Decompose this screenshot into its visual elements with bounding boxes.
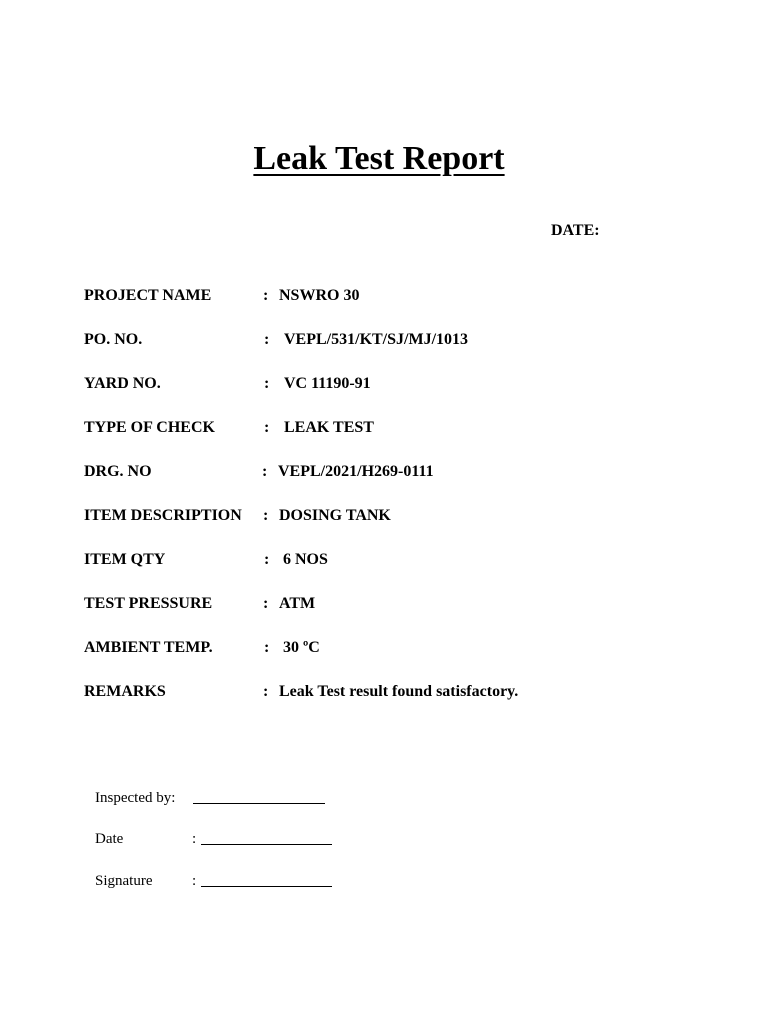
field-label: PROJECT NAME	[84, 287, 212, 304]
signature-line	[201, 844, 332, 845]
field-value: VC 11190-91	[284, 375, 371, 392]
field-colon: :	[264, 551, 270, 568]
field-value: Leak Test result found satisfactory.	[279, 683, 519, 700]
page-title	[0, 137, 758, 181]
field-value: 6 NOS	[283, 551, 328, 568]
field-label: DRG. NO	[84, 463, 152, 480]
signoff-label: Signature	[95, 873, 153, 889]
field-value: LEAK TEST	[284, 419, 374, 436]
field-value: ATM	[279, 595, 316, 612]
field-colon: :	[264, 331, 270, 348]
field-label: ITEM DESCRIPTION	[84, 507, 242, 524]
date-label: DATE:	[551, 222, 600, 239]
field-colon: :	[262, 463, 268, 480]
field-value: VEPL/2021/H269-0111	[278, 463, 434, 480]
field-value: 30 ºC	[283, 639, 320, 656]
field-colon: :	[263, 595, 269, 612]
field-colon: :	[264, 375, 270, 392]
field-colon: :	[264, 639, 270, 656]
field-value: NSWRO 30	[279, 287, 360, 304]
field-colon: :	[264, 419, 270, 436]
field-colon: :	[263, 507, 269, 524]
field-label: TEST PRESSURE	[84, 595, 213, 612]
signoff-colon: :	[192, 831, 197, 847]
signoff-label: Date	[95, 831, 124, 847]
signature-line	[193, 803, 325, 804]
field-label: REMARKS	[84, 683, 166, 700]
field-label: AMBIENT TEMP.	[84, 639, 213, 656]
field-label: YARD NO.	[84, 375, 161, 392]
field-colon: :	[263, 683, 269, 700]
field-colon: :	[263, 287, 269, 304]
signoff-colon: :	[192, 873, 197, 889]
title-text: Leak Test Report	[253, 140, 505, 177]
field-value: DOSING TANK	[279, 507, 391, 524]
field-label: ITEM QTY	[84, 551, 166, 568]
field-label: PO. NO.	[84, 331, 143, 348]
field-label: TYPE OF CHECK	[84, 419, 215, 436]
field-value: VEPL/531/KT/SJ/MJ/1013	[284, 331, 469, 348]
signoff-label: Inspected by:	[95, 790, 176, 806]
signature-line	[201, 886, 332, 887]
